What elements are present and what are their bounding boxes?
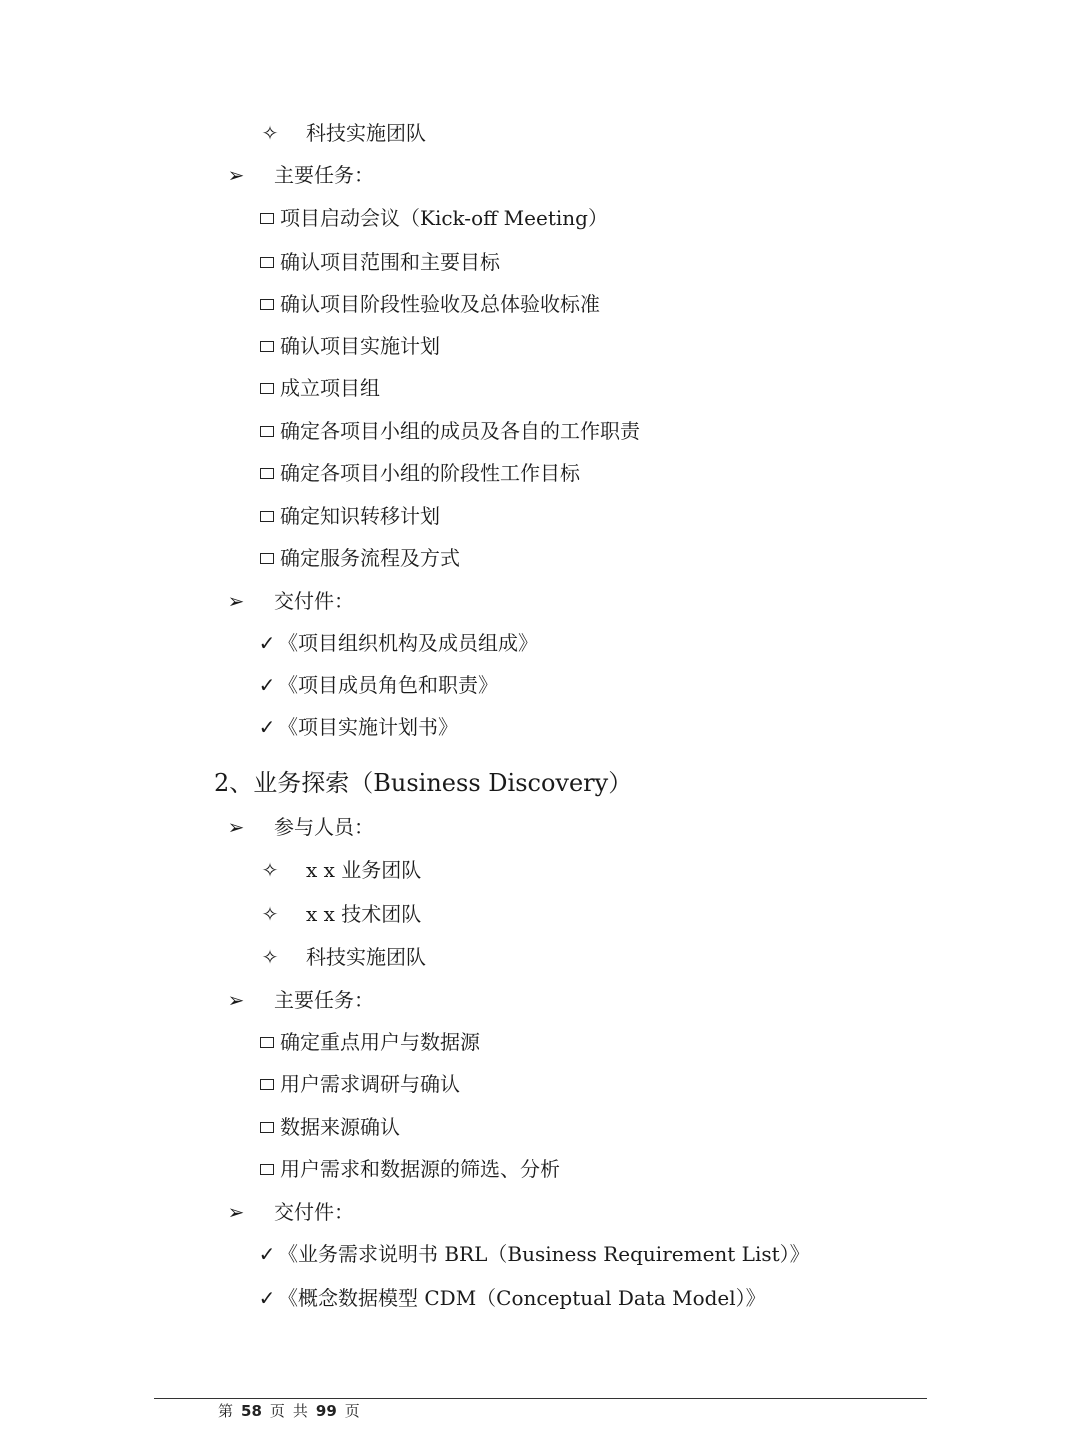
checkbox-bullet-icon: [260, 1164, 274, 1175]
tasks-label: 主要任务：: [274, 163, 374, 187]
task-item: [258, 1155, 560, 1183]
diamond-bullet-icon: ✧: [261, 945, 279, 969]
checkbox-bullet-icon: [260, 341, 274, 352]
checkbox-bullet-icon: [260, 468, 274, 479]
deliverable-item: [258, 671, 498, 699]
deliverables-heading: [224, 1198, 354, 1226]
task-text: 确认项目实施计划: [280, 334, 440, 358]
task-item: [258, 1028, 480, 1056]
arrow-bullet-icon: ➢: [227, 1200, 245, 1224]
footer-page-word: 页: [269, 1402, 285, 1420]
deliverables-label: 交付件：: [274, 1200, 354, 1224]
deliverable-text: 《项目成员角色和职责》: [278, 673, 498, 697]
task-item: [258, 417, 640, 445]
deliverable-text: 《概念数据模型 CDM（Conceptual Data Model）》: [278, 1286, 766, 1310]
participant-item: [258, 943, 426, 971]
total-page-number: 99: [315, 1402, 337, 1420]
tasks-heading: [224, 161, 374, 189]
deliverable-item: [258, 1284, 766, 1312]
checkmark-icon: ✓: [258, 673, 276, 697]
deliverable-text: 《业务需求说明书 BRL（Business Requirement List）》: [278, 1242, 810, 1266]
diamond-bullet-icon: ✧: [261, 858, 279, 882]
checkmark-icon: ✓: [258, 631, 276, 655]
task-text: 数据来源确认: [280, 1115, 400, 1139]
task-item: [258, 1113, 400, 1141]
arrow-bullet-icon: ➢: [227, 589, 245, 613]
deliverable-item: [258, 1240, 810, 1268]
task-item: [258, 290, 600, 318]
participants-label: 参与人员：: [274, 815, 374, 839]
checkbox-bullet-icon: [260, 426, 274, 437]
task-item: [258, 459, 580, 487]
deliverable-text: 《项目实施计划书》: [278, 715, 458, 739]
checkmark-icon: ✓: [258, 1286, 276, 1310]
checkbox-bullet-icon: [260, 213, 274, 224]
checkbox-bullet-icon: [260, 1037, 274, 1048]
page-footer: [218, 1400, 368, 1422]
task-item: [258, 332, 440, 360]
participant-item: [258, 900, 421, 928]
participant-item: [258, 119, 426, 147]
checkbox-bullet-icon: [260, 1079, 274, 1090]
task-text: 项目启动会议（Kick-off Meeting）: [280, 206, 608, 230]
task-text: 确认项目范围和主要目标: [280, 250, 500, 274]
tasks-heading: [224, 986, 374, 1014]
participant-text: x x 业务团队: [306, 858, 422, 882]
deliverable-text: 《项目组织机构及成员组成》: [278, 631, 538, 655]
tasks-label: 主要任务：: [274, 988, 374, 1012]
task-item: [258, 248, 500, 276]
participants-heading: [224, 813, 374, 841]
task-text: 成立项目组: [280, 376, 380, 400]
participant-item: [258, 856, 421, 884]
checkbox-bullet-icon: [260, 553, 274, 564]
diamond-bullet-icon: ✧: [261, 902, 279, 926]
current-page-number: 58: [241, 1402, 262, 1420]
checkmark-icon: ✓: [258, 1242, 276, 1266]
task-text: 确定各项目小组的成员及各自的工作职责: [280, 419, 640, 443]
checkbox-bullet-icon: [260, 299, 274, 310]
footer-suffix: 页: [344, 1402, 360, 1420]
task-text: 用户需求调研与确认: [280, 1072, 460, 1096]
participant-text: 科技实施团队: [306, 121, 426, 145]
task-text: 确认项目阶段性验收及总体验收标准: [280, 292, 600, 316]
task-text: 确定服务流程及方式: [280, 546, 460, 570]
checkbox-bullet-icon: [260, 1122, 274, 1133]
checkbox-bullet-icon: [260, 383, 274, 394]
task-item: [258, 1070, 460, 1098]
participant-text: 科技实施团队: [306, 945, 426, 969]
footer-divider: [154, 1398, 927, 1399]
task-text: 确定知识转移计划: [280, 504, 440, 528]
arrow-bullet-icon: ➢: [227, 988, 245, 1012]
task-item: [258, 544, 460, 572]
checkbox-bullet-icon: [260, 257, 274, 268]
task-text: 用户需求和数据源的筛选、分析: [280, 1157, 560, 1181]
footer-prefix: 第: [218, 1402, 234, 1420]
footer-total-word: 共: [292, 1402, 308, 1420]
deliverable-item: [258, 629, 538, 657]
task-text: 确定重点用户与数据源: [280, 1030, 480, 1054]
diamond-bullet-icon: ✧: [261, 121, 279, 145]
section-heading: 2、业务探索（Business Discovery）: [214, 769, 633, 797]
task-text: 确定各项目小组的阶段性工作目标: [280, 461, 580, 485]
deliverables-heading: [224, 587, 354, 615]
arrow-bullet-icon: ➢: [227, 163, 245, 187]
deliverable-item: [258, 713, 458, 741]
task-item: [258, 502, 440, 530]
deliverables-label: 交付件：: [274, 589, 354, 613]
checkmark-icon: ✓: [258, 715, 276, 739]
task-item: [258, 204, 608, 232]
arrow-bullet-icon: ➢: [227, 815, 245, 839]
task-item: [258, 374, 380, 402]
participant-text: x x 技术团队: [306, 902, 422, 926]
checkbox-bullet-icon: [260, 511, 274, 522]
